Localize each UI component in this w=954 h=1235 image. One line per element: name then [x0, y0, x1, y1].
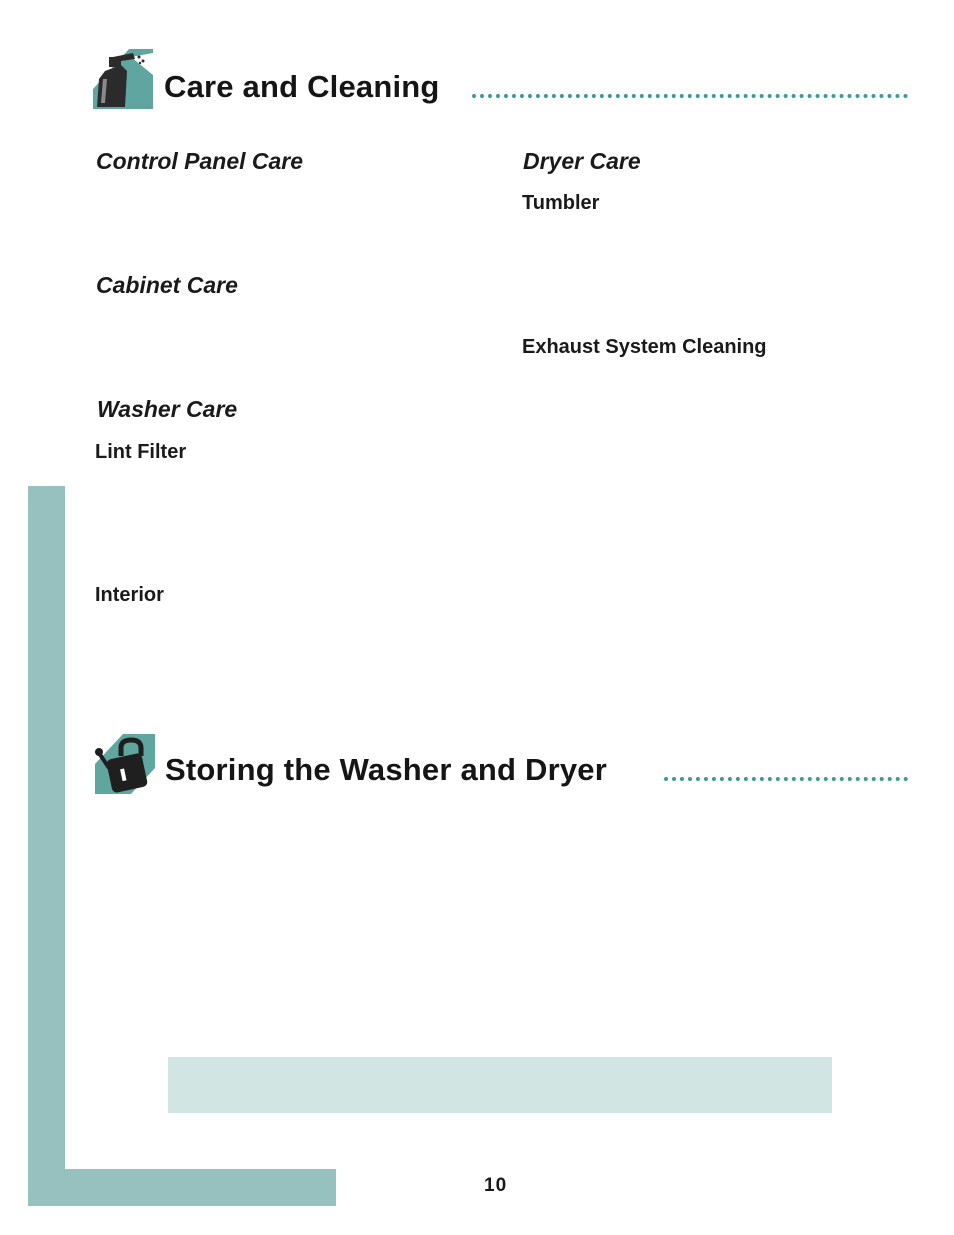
heading-interior: Interior: [95, 584, 164, 606]
heading-lint-filter: Lint Filter: [95, 441, 187, 463]
note-box: [168, 1057, 832, 1113]
side-bar-horizontal: [28, 1169, 336, 1206]
title-dot-leader: [664, 777, 908, 781]
title-dot-leader: [472, 94, 908, 98]
heading-tumbler: Tumbler: [522, 192, 600, 214]
heading-washer-care: Washer Care: [97, 396, 238, 422]
heading-exhaust-system-cleaning: Exhaust System Cleaning: [522, 336, 767, 358]
page-number: 10: [484, 1175, 508, 1196]
section-title-storing: Storing the Washer and Dryer: [165, 752, 607, 787]
padlock-icon: [95, 734, 155, 794]
spray-bottle-icon: [93, 49, 153, 109]
heading-dryer-care: Dryer Care: [523, 148, 641, 174]
heading-cabinet-care: Cabinet Care: [96, 272, 238, 298]
heading-control-panel-care: Control Panel Care: [96, 148, 304, 174]
section-title-care-and-cleaning: Care and Cleaning: [164, 69, 440, 104]
side-bar-vertical: [28, 486, 65, 1206]
